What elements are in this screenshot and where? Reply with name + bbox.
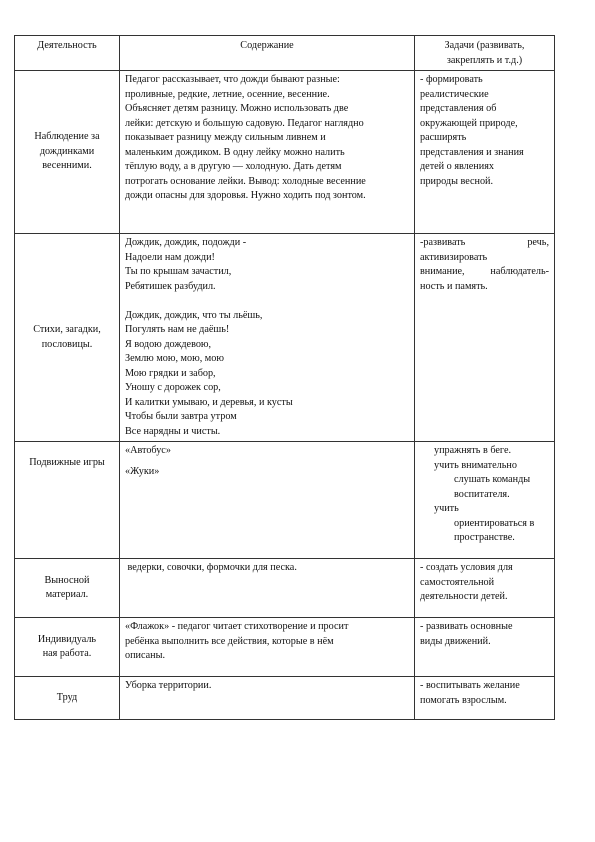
header-activity [15, 36, 120, 71]
tasks-word: -развивать [420, 237, 466, 248]
tasks-cell [415, 618, 555, 677]
tasks-line: учить внимательно [434, 459, 517, 471]
tasks-line: самостоятельной [420, 576, 495, 588]
tasks-cell [415, 559, 555, 618]
tasks-line: деятельности детей. [420, 591, 508, 602]
poem-line: Все нарядны и чисты. [125, 425, 221, 437]
content-line: лейки: детскую и большую садовую. Педагог наглядно [125, 117, 364, 129]
content-line: маленьким дождиком. В одну лейку можно налить [125, 146, 345, 158]
tasks-line: помогать взрослым. [420, 694, 507, 706]
tasks-cell [415, 442, 555, 559]
header-content [120, 36, 415, 71]
content-cell [120, 234, 415, 442]
content-line: Объясняет детям разницу. Можно использовать две [125, 103, 349, 114]
table-row-work [15, 677, 555, 720]
tasks-line: - воспитывать желание [420, 680, 520, 691]
content-line: тёплую воду, а в другую — холодную. Дать детям [125, 161, 342, 172]
tasks-line: упражнять в беге. [434, 445, 512, 456]
content-line: ведерки, совочки, формочки для песка. [125, 562, 297, 573]
tasks-line: представления и знания [420, 146, 524, 158]
poem-line: Погулять нам не даёшь! [125, 324, 230, 335]
content-line: описаны. [125, 650, 166, 661]
game-name: «Жуки» [125, 465, 160, 477]
activity-line: Подвижные игры [29, 457, 105, 468]
activity-line: материал. [45, 589, 89, 600]
tasks-line: расширять [420, 132, 467, 143]
content-line: проливные, редкие, летние, осенние, весенние. [125, 88, 330, 100]
activity-cell [15, 71, 120, 234]
tasks-line: виды движений. [420, 635, 491, 647]
tasks-line: окружающей природе, [420, 117, 518, 129]
content-line: показывает разницу между сильным ливнем и [125, 132, 326, 143]
poem-line: Дождик, дождик, что ты льёшь, [125, 309, 263, 321]
activity-line: Наблюдение за [34, 131, 100, 143]
tasks-word: внимание, [420, 266, 465, 277]
game-name: «Автобус» [125, 445, 171, 456]
table-row-games [15, 442, 555, 559]
content-line: ребёнка выполнить все действия, которые в нём [125, 635, 334, 647]
content-cell [120, 71, 415, 234]
content-line: Уборка территории. [125, 680, 212, 691]
tasks-line: - формировать [420, 74, 483, 85]
tasks-line [420, 265, 549, 280]
poem-line: Мою грядки и забор, [125, 367, 216, 379]
tasks-line: пространстве. [454, 532, 515, 543]
poem-line: Дождик, дождик, подожди - [125, 237, 247, 248]
poem-line: Надоели нам дожди! [125, 251, 215, 263]
tasks-line: активизировать [420, 251, 488, 263]
tasks-line: представления об [420, 103, 497, 114]
tasks-line: природы весной. [420, 175, 494, 187]
content-line: потрогать основание лейки. Вывод: холодные весенние [125, 175, 366, 187]
tasks-word: речь, [527, 237, 549, 248]
activity-line: дождинками [39, 145, 95, 157]
tasks-line: - развивать основные [420, 621, 513, 632]
activity-cell [15, 677, 120, 720]
tasks-cell [415, 677, 555, 720]
content-cell [120, 559, 415, 618]
activity-line: Индивидуаль [37, 633, 97, 645]
activity-line: весенними. [42, 160, 92, 172]
tasks-cell [415, 71, 555, 234]
activity-line: пословицы. [41, 338, 93, 350]
poem-line: Ты по крышам зачастил, [125, 266, 232, 277]
table-row-material [15, 559, 555, 618]
tasks-line: учить [434, 503, 459, 514]
poem-line: Ребятишек разбудил. [125, 280, 216, 292]
content-cell [120, 442, 415, 559]
stanza-gap [125, 294, 409, 309]
content-cell [120, 618, 415, 677]
content-line: дожди опасны для здоровья. Нужно ходить под зонтом. [125, 190, 366, 201]
header-tasks [415, 36, 555, 71]
table-row-poems [15, 234, 555, 442]
poem-line: Уношу с дорожек сор, [125, 382, 221, 393]
tasks-word: наблюдатель- [490, 266, 549, 277]
header-tasks-label-line-1: Задачи (развивать, [444, 40, 525, 51]
tasks-line: реалистические [420, 88, 489, 100]
activity-cell [15, 234, 120, 442]
tasks-line: - создать условия для [420, 562, 513, 573]
activity-line: Труд [56, 691, 78, 703]
content-line: «Флажок» - педагог читает стихотворение и просит [125, 621, 349, 632]
tasks-cell [415, 234, 555, 442]
header-activity-label: Деятельность [37, 40, 97, 51]
poem-line: И калитки умываю, и деревья, и кусты [125, 396, 293, 408]
activity-line: Выносной [44, 574, 90, 586]
page [14, 35, 554, 720]
tasks-line: ность и память. [420, 280, 488, 292]
content-line: Педагог рассказывает, что дожди бывают разные: [125, 74, 340, 85]
table-row-observation [15, 71, 555, 234]
activity-cell [15, 442, 120, 559]
activity-line: Стихи, загадки, [33, 324, 101, 335]
activity-cell [15, 559, 120, 618]
header-tasks-label-line-2: закреплять и т.д.) [446, 54, 523, 66]
table-row-individual-work [15, 618, 555, 677]
activity-line: ная работа. [42, 648, 92, 659]
poem-line: Я водою дождевою, [125, 338, 212, 350]
content-cell [120, 677, 415, 720]
tasks-line: воспитателя. [454, 488, 510, 500]
tasks-line [420, 236, 549, 251]
tasks-line: ориентироваться в [454, 517, 535, 529]
header-content-label: Содержание [240, 40, 294, 51]
activity-plan-table [14, 35, 555, 720]
tasks-line: детей о явлениях [420, 161, 494, 172]
activity-cell [15, 618, 120, 677]
table-header-row [15, 36, 555, 71]
tasks-line: слушать команды [454, 474, 531, 485]
poem-line: Землю мою, мою, мою [125, 353, 224, 364]
poem-line: Чтобы были завтра утром [125, 411, 237, 422]
